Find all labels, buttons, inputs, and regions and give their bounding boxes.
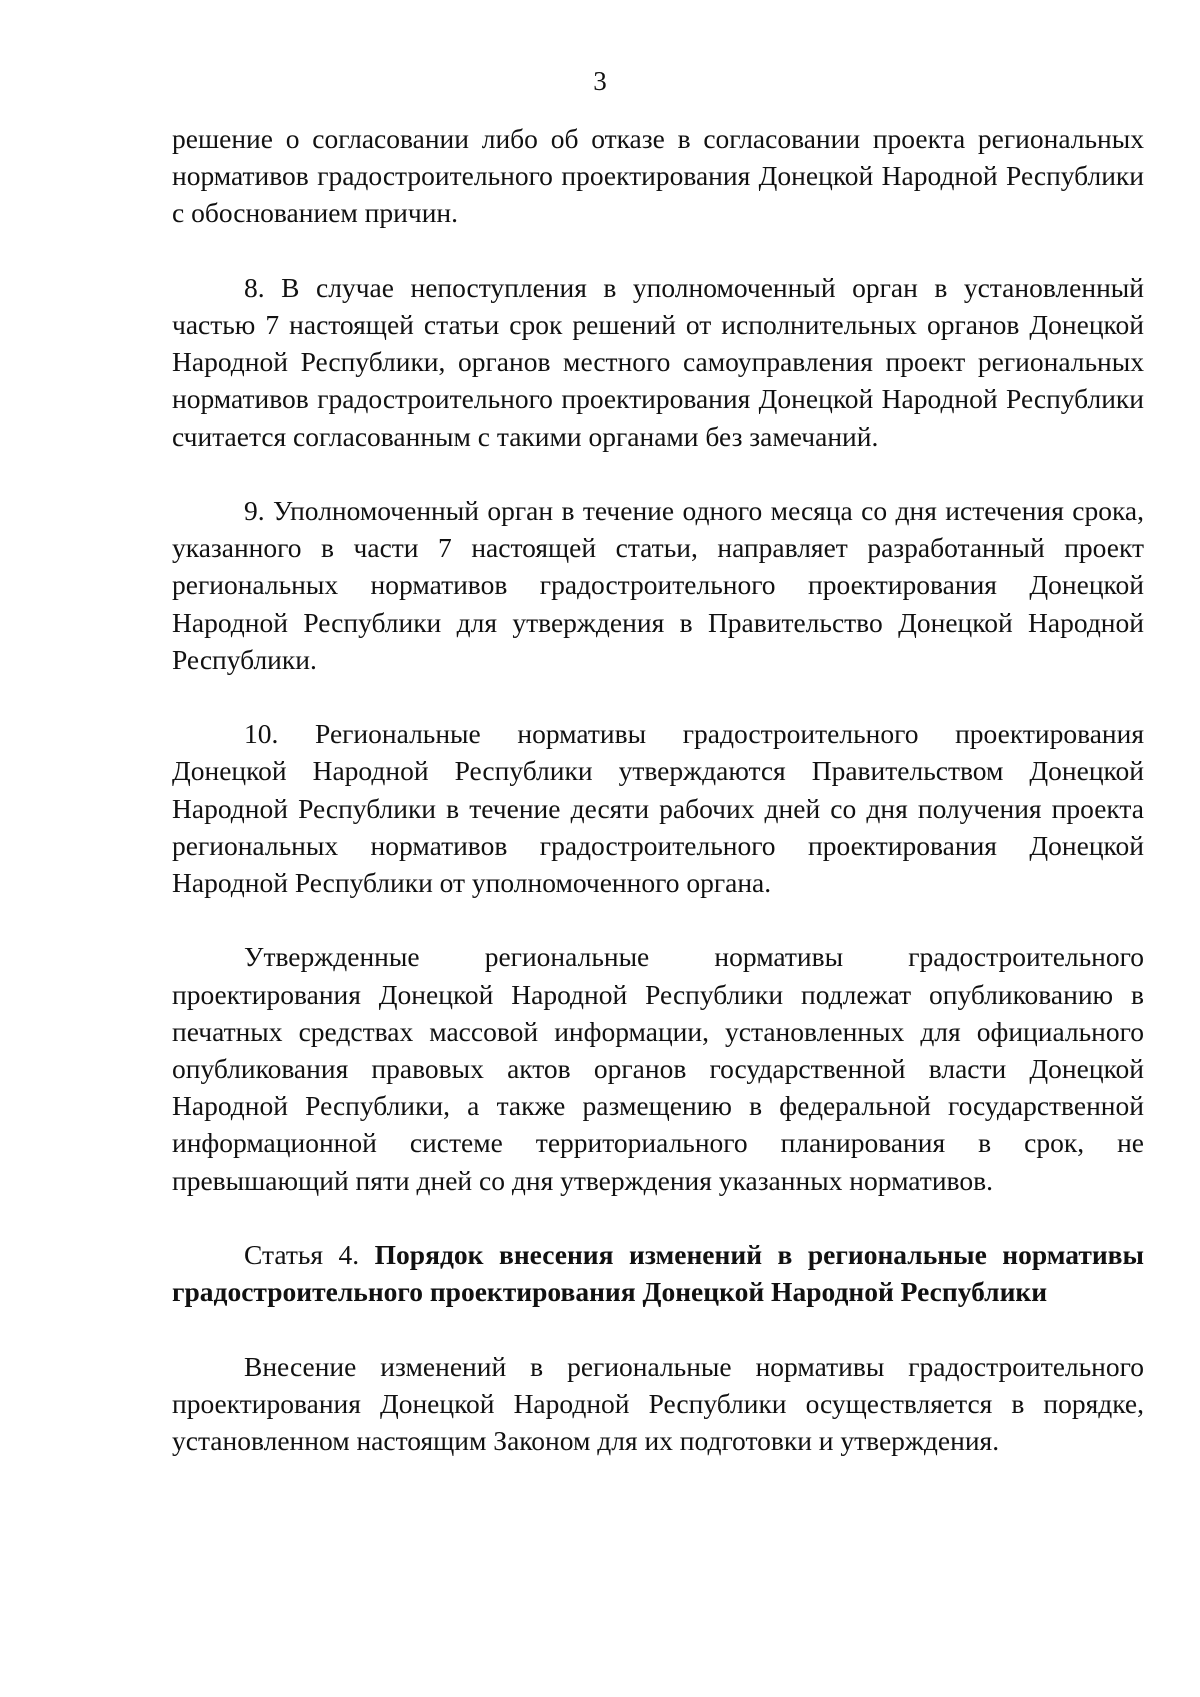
paragraph-publication: Утвержденные региональные нормативы градостроительного проектирования Донецкой Народной Республики подлежат опубликованию в печатных средствах массовой информации, установленных для официального опубликования правовых актов органов государственной власти Донецкой Народной Республики, а также размещению в федеральной государственной информационной системе территориального планирования в срок, не превышающий пяти дней со дня утверждения указанных нормативов. (172, 941, 1144, 1196)
paragraph-item-8: 8. В случае непоступления в уполномоченный орган в установленный частью 7 настоящей статьи срок решений от исполнительных органов Донецкой Народной Республики, органов местного самоуправления проект региональных нормативов градостроительного проектирования Донецкой Народной Республики считается согласованным с такими органами без замечаний. (172, 271, 1144, 452)
page-number: 3 (593, 66, 607, 96)
paragraph-item-10: 10. Региональные нормативы градостроительного проектирования Донецкой Народной Республики утверждаются Правительством Донецкой Народной Республики в течение десяти рабочих дней со дня получения проекта региональных нормативов градостроительного проектирования Донецкой Народной Республики от уполномоченного органа. (172, 718, 1144, 899)
paragraph-item-9: 9. Уполномоченный орган в течение одного месяца со дня истечения срока, указанного в части 7 настоящей статьи, направляет разработанный проект региональных нормативов градостроительного проектирования Донецкой Народной Республики для утверждения в Правительство Донецкой Народной Республики. (172, 495, 1144, 675)
document-body (172, 120, 1144, 1459)
article-4-text: Внесение изменений в региональные нормативы градостроительного проектирования Донецкой Народной Республики осуществляется в порядке, установленном настоящим Законом для их подготовки и утверждения. (172, 1350, 1144, 1457)
paragraph-continuation: решение о согласовании либо об отказе в согласовании проекта региональных нормативов градостроительного проектирования Донецкой Народной Республики с обоснованием причин. (172, 123, 1144, 229)
article-title: Порядок внесения изменений в региональные нормативы градостроительного проектирования Донецкой Народной Республики (172, 1239, 1144, 1308)
article-4-heading (172, 1236, 1144, 1310)
article-label: Статья 4. (244, 1239, 360, 1271)
